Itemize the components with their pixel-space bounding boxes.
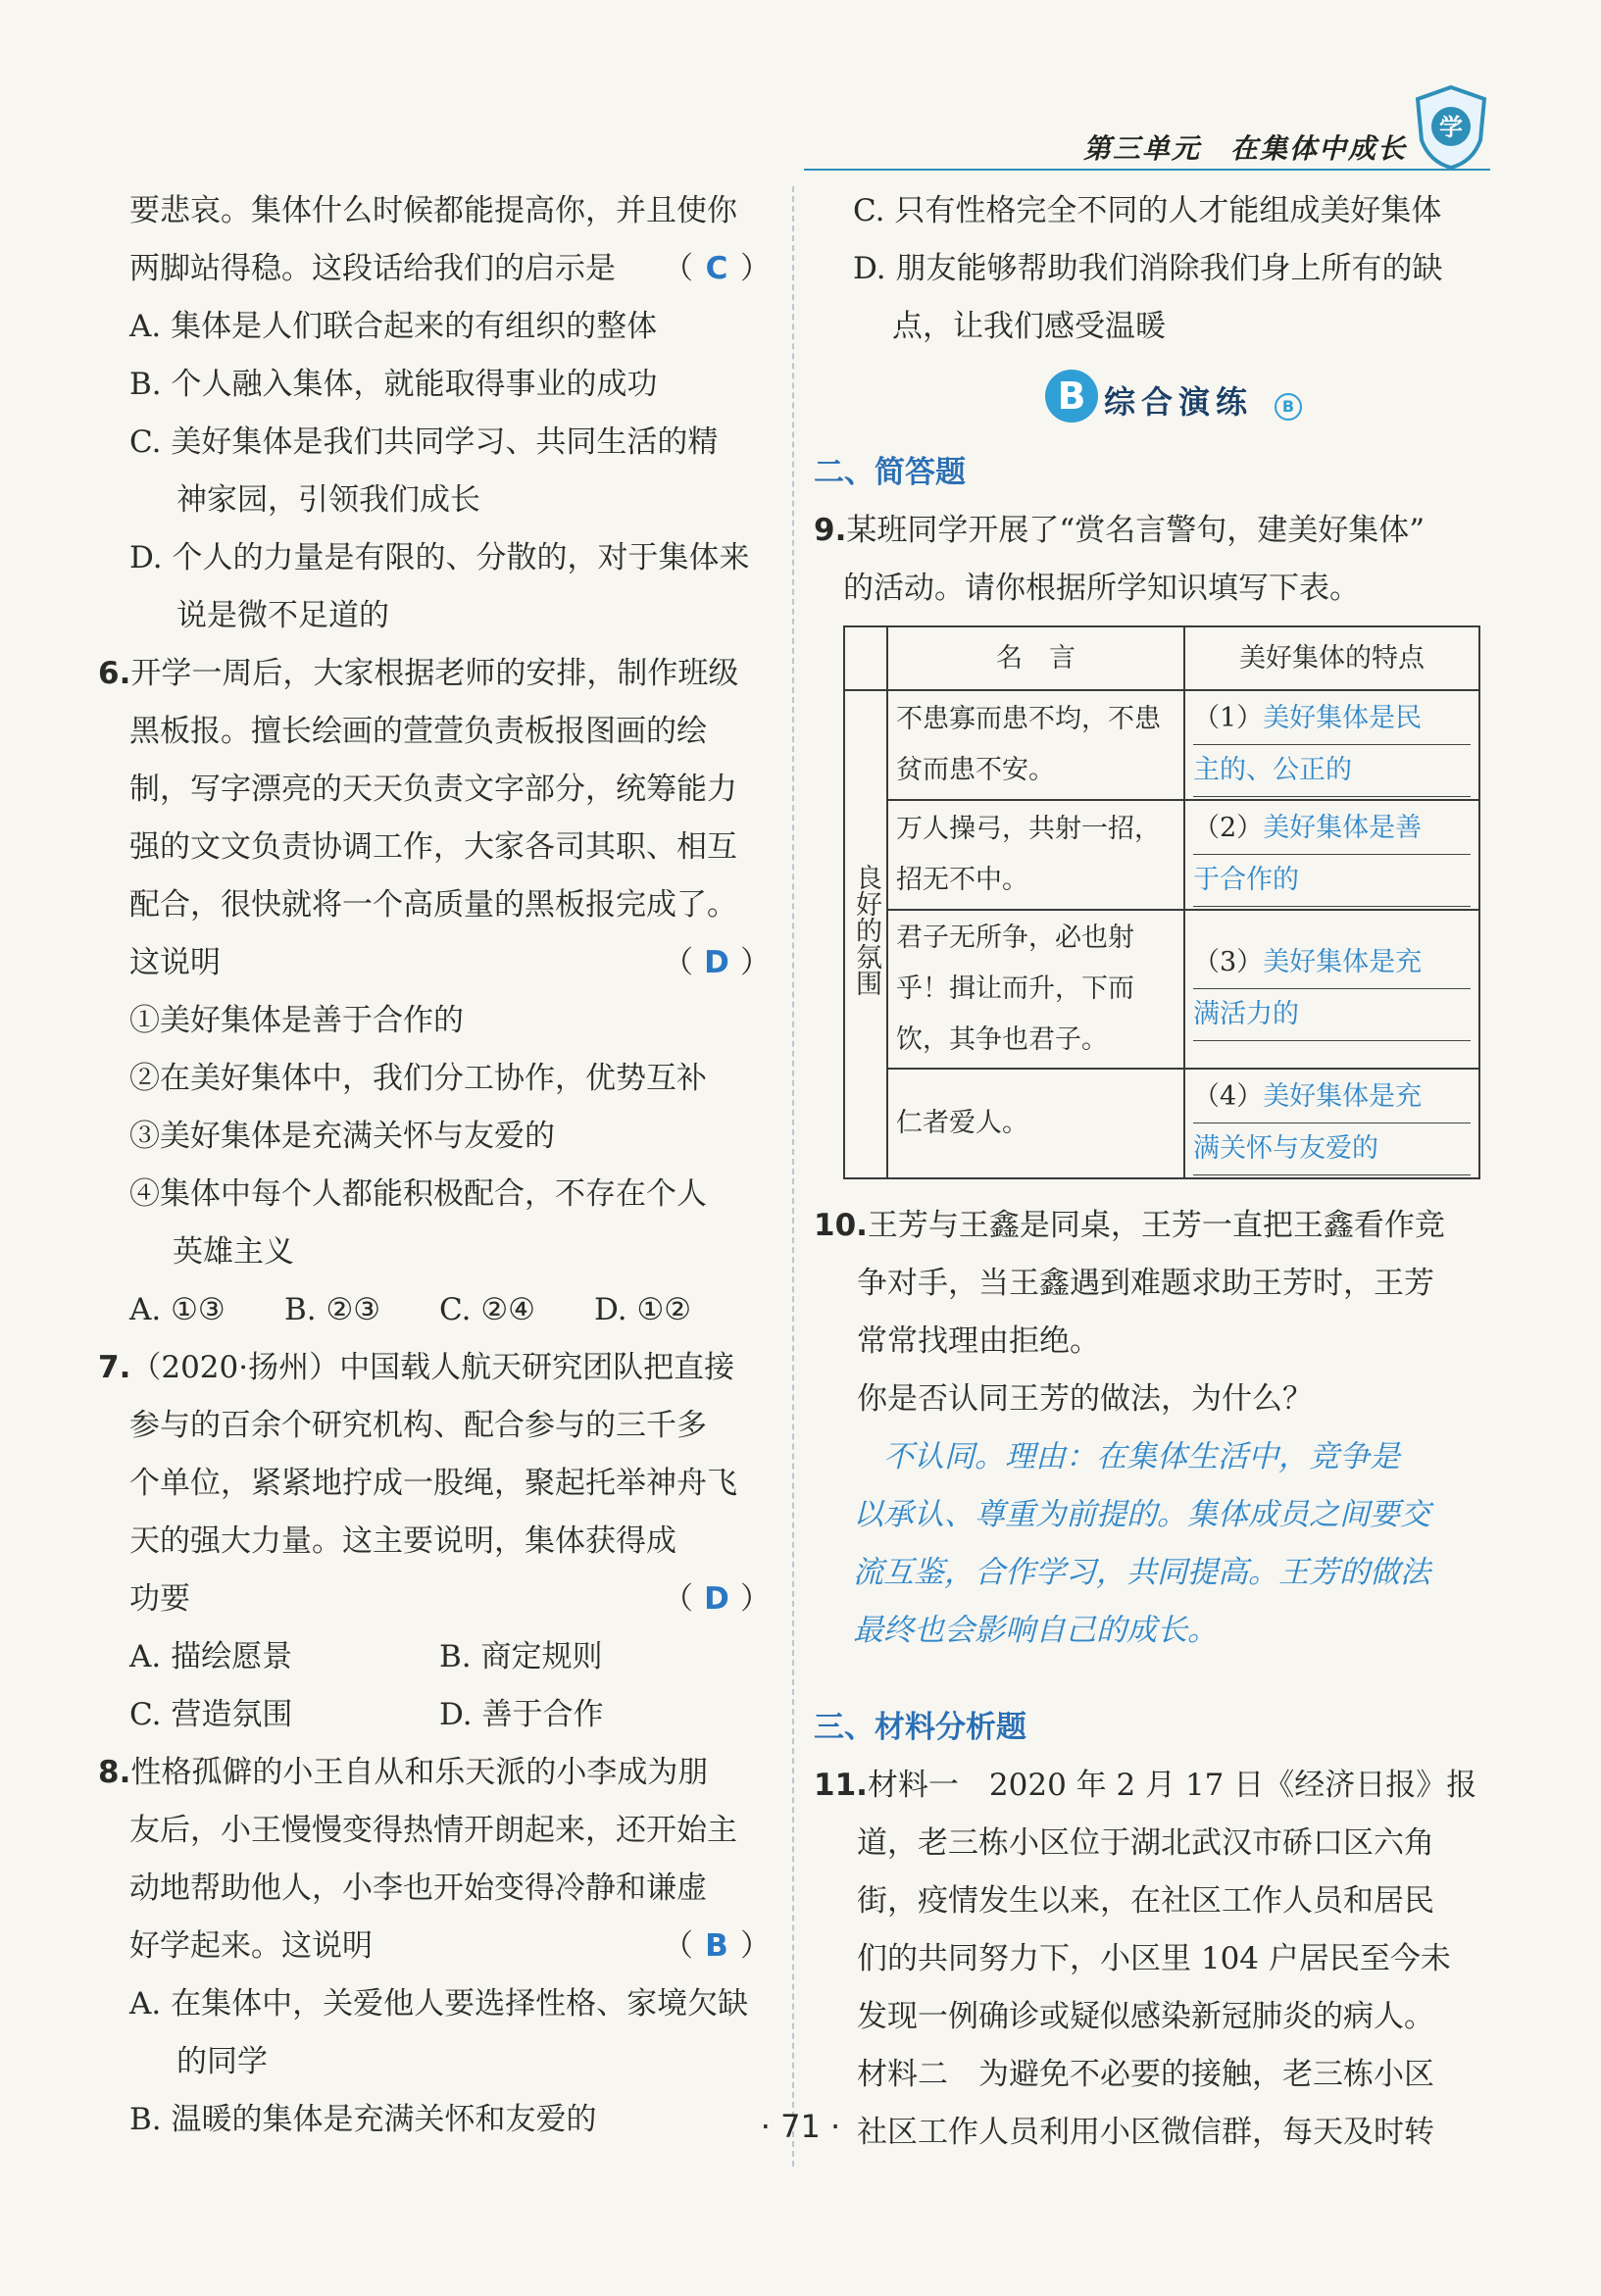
badge-text: 学 [1439, 114, 1463, 141]
quote-table [843, 625, 1480, 1179]
q6-stem-line: 黑板报。擅长绘画的萱萱负责板报图画的绘 [129, 714, 707, 749]
table-answer: （2）美好集体是善 于合作的 [1184, 800, 1479, 910]
q10-answer-line: 不认同。理由：在集体生活中，竞争是 [853, 1439, 1400, 1474]
banner-title: 综合演练 [1104, 383, 1254, 421]
q5-option-cont: 说是微不足道的 [176, 598, 389, 633]
q6-stem-line: 强的文文负责协调工作，大家各司其职、相互 [129, 829, 737, 865]
q5-option: B. 个人融入集体，就能取得事业的成功 [129, 367, 658, 402]
q5-text-line: 要悲哀。集体什么时候都能提高你，并且使你 [129, 193, 737, 228]
table-quote: 不患寡而患不均，不患贫而患不安。 [887, 690, 1184, 800]
column-divider [792, 186, 794, 2167]
q8-option-cont: 的同学 [176, 2044, 268, 2079]
q6-option-b: B. ②③ [284, 1292, 381, 1327]
q5-option-cont: 神家园，引领我们成长 [176, 482, 480, 518]
q11-stem-line: 发现一例确诊或疑似感染新冠肺炎的病人。 [857, 1999, 1434, 2034]
section-short-answer: 二、简答题 [814, 455, 966, 490]
q5-option: C. 美好集体是我们共同学习、共同生活的精 [129, 424, 719, 460]
q6-number: 6. [98, 656, 131, 691]
q8-stem-line: 8.性格孤僻的小王自从和乐天派的小李成为朋 [98, 1755, 709, 1790]
q10-stem-line: 争对手，当王鑫遇到难题求助王芳时，王芳 [857, 1266, 1434, 1301]
q10-stem-line: 常常找理由拒绝。 [857, 1323, 1100, 1359]
q6-item: ②在美好集体中，我们分工协作，优势互补 [129, 1061, 707, 1096]
q6-option-c: C. ②④ [439, 1292, 535, 1327]
q8-option-cont: 点，让我们感受温暖 [892, 309, 1166, 344]
right-column [814, 182, 1490, 2162]
header-rule [804, 169, 1490, 171]
q10-answer-line: 流互鉴，合作学习，共同提高。王芳的做法 [853, 1555, 1430, 1590]
table-row [844, 1069, 1479, 1178]
q6-options [129, 1281, 776, 1339]
q10-answer-line: 以承认、尊重为前提的。集体成员之间要交 [853, 1497, 1430, 1532]
table-answer: （1）美好集体是民 主的、公正的 [1184, 690, 1479, 800]
q8-option: C. 只有性格完全不同的人才能组成美好集体 [853, 193, 1442, 228]
q8-number: 8. [98, 1755, 131, 1790]
q11-stem-line: 材料二 为避免不必要的接触，老三栋小区 [857, 2057, 1434, 2092]
left-column [98, 182, 776, 2149]
unit-title: 第三单元 在集体中成长 [1083, 132, 1408, 165]
q8-stem-line: 动地帮助他人，小李也开始变得冷静和谦虚 [129, 1871, 707, 1906]
q5-text-line: 两脚站得稳。这段话给我们的启示是 （ C ） [129, 240, 776, 298]
q9-stem-line: 的活动。请你根据所学知识填写下表。 [843, 571, 1360, 606]
table-side-label: 良好的氛围 [844, 690, 887, 1178]
q11-stem-line: 们的共同努力下，小区里 104 户居民至今未 [857, 1941, 1451, 1976]
table-answer: （4）美好集体是充 满关怀与友爱的 [1184, 1069, 1479, 1178]
table-header-row [844, 626, 1479, 690]
q7-answer: （ D ） [663, 1581, 771, 1617]
q7-stem-line: 参与的百余个研究机构、配合参与的三千多 [129, 1408, 707, 1443]
q6-stem-line: 6.开学一周后，大家根据老师的安排，制作班级 [98, 656, 739, 691]
q6-stem-line: 这说明 （ D ） [129, 934, 776, 992]
table-quote: 君子无所争，必也射乎！揖让而升，下而饮，其争也君子。 [887, 910, 1184, 1069]
q11-stem-line: 道，老三栋小区位于湖北武汉市硚口区六角 [857, 1825, 1434, 1861]
q6-item-cont: 英雄主义 [173, 1234, 294, 1270]
table-answer: （3）美好集体是充 满活力的 [1184, 910, 1479, 1069]
q7-option-d: D. 善于合作 [439, 1697, 604, 1732]
table-row [844, 910, 1479, 1069]
q6-item: ④集体中每个人都能积极配合，不存在个人 [129, 1176, 707, 1212]
q7-stem-line: 个单位，紧紧地拧成一股绳，聚起托举神舟飞 [129, 1466, 737, 1501]
q11-number: 11. [814, 1768, 868, 1803]
q7-options [129, 1628, 776, 1686]
table-row [844, 690, 1479, 800]
table-header-side [844, 626, 887, 690]
q10-stem-line: 10.王芳与王鑫是同桌，王芳一直把王鑫看作竞 [814, 1208, 1445, 1243]
q10-answer-line: 最终也会影响自己的成长。 [853, 1613, 1218, 1648]
q8-option: A. 在集体中，关爱他人要选择性格、家境欠缺 [129, 1986, 749, 2021]
q6-stem-line: 制，写字漂亮的天天负责文字部分，统筹能力 [129, 772, 737, 807]
page-number: · 71 · [760, 2108, 841, 2145]
banner-tail: B [1275, 393, 1302, 421]
q6-answer: （ D ） [663, 945, 771, 980]
q11-stem-line: 街，疫情发生以来，在社区工作人员和居民 [857, 1883, 1434, 1919]
q7-stem-line: 功要 （ D ） [129, 1571, 776, 1628]
q10-stem-line: 你是否认同王芳的做法，为什么？ [857, 1381, 1313, 1417]
q5-option: A. 集体是人们联合起来的有组织的整体 [129, 309, 658, 344]
q6-option-d: D. ①② [594, 1292, 692, 1327]
q7-stem-line: 7.（2020·扬州）中国载人航天研究团队把直接 [98, 1350, 735, 1385]
q7-stem-line: 天的强大力量。这主要说明，集体获得成 [129, 1523, 676, 1559]
table-quote: 万人操弓，共射一招，招无不中。 [887, 800, 1184, 910]
q9-stem-line: 9.某班同学开展了“赏名言警句，建美好集体” [814, 513, 1426, 548]
q5-answer: （ C ） [663, 251, 771, 286]
q8-stem-line: 友后，小王慢慢变得热情开朗起来，还开始主 [129, 1813, 737, 1848]
q6-item: ①美好集体是善于合作的 [129, 1003, 464, 1038]
comprehensive-practice-banner [814, 356, 1490, 444]
q7-options [129, 1686, 776, 1744]
q8-stem-line: 好学起来。这说明 （ B ） [129, 1918, 776, 1975]
table-quote: 仁者爱人。 [887, 1069, 1184, 1178]
q8-answer: （ B ） [663, 1928, 771, 1964]
table-header-quote: 名 言 [887, 626, 1184, 690]
q6-stem-line: 配合，很快就将一个高质量的黑板报完成了。 [129, 887, 737, 923]
q5-option: D. 个人的力量是有限的、分散的，对于集体来 [129, 540, 750, 575]
table-row [844, 800, 1479, 910]
q6-option-a: A. ①③ [129, 1292, 225, 1327]
q11-stem-line: 社区工作人员利用小区微信群，每天及时转 [857, 2115, 1434, 2150]
q8-option: B. 温暖的集体是充满关怀和友爱的 [129, 2102, 597, 2137]
q10-number: 10. [814, 1208, 868, 1243]
banner-letter: B [1045, 370, 1098, 423]
q7-option-b: B. 商定规则 [439, 1639, 603, 1674]
section-material-analysis: 三、材料分析题 [814, 1710, 1026, 1745]
q6-item: ③美好集体是充满关怀与友爱的 [129, 1119, 555, 1154]
table-header-feature: 美好集体的特点 [1184, 626, 1479, 690]
q9-number: 9. [814, 513, 847, 548]
q8-option: D. 朋友能够帮助我们消除我们身上所有的缺 [853, 251, 1443, 286]
q7-number: 7. [98, 1350, 131, 1385]
q7-option-c: C. 营造氛围 [129, 1697, 293, 1732]
q7-option-a: A. 描绘愿景 [129, 1639, 293, 1674]
school-badge-icon [1412, 83, 1490, 172]
q11-stem-line: 11.材料一 2020 年 2 月 17 日《经济日报》报 [814, 1768, 1477, 1803]
